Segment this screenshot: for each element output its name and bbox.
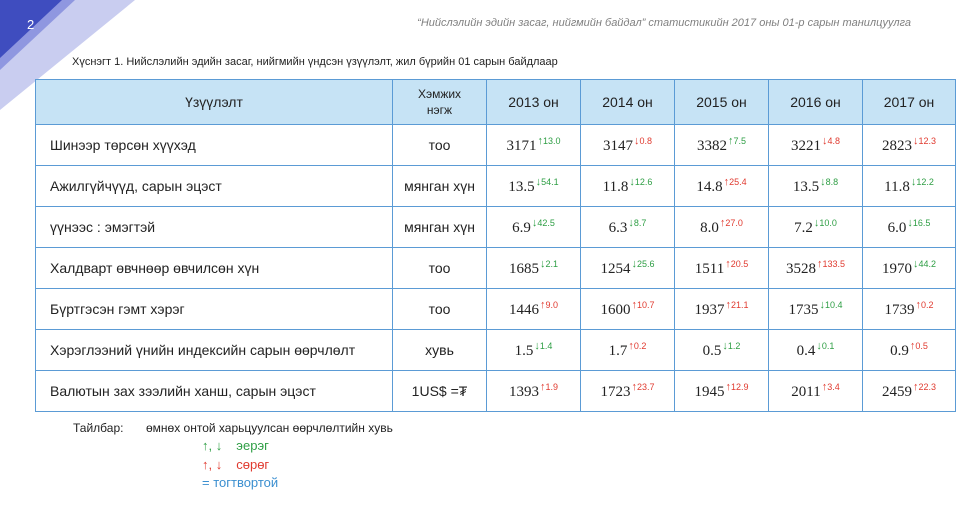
value-cell <box>769 248 863 289</box>
table-row <box>36 289 956 330</box>
header-indicator: Үзүүлэлт <box>36 80 393 125</box>
change-percent: 12.9 <box>730 382 749 392</box>
value-cell <box>487 207 581 248</box>
change-indicator <box>534 341 552 351</box>
change-indicator <box>819 300 842 310</box>
change-indicator <box>631 382 654 392</box>
row-indicator: Шинээр төрсөн хүүхэд <box>36 125 393 166</box>
change-percent: 20.5 <box>730 259 749 269</box>
cell-value: 11.8 <box>602 179 629 195</box>
change-percent: 133.5 <box>822 259 846 269</box>
value-cell <box>769 330 863 371</box>
arrow-up-icon: ↑ <box>539 381 546 393</box>
change-percent: 54.1 <box>541 177 559 187</box>
change-percent: 0.2 <box>633 341 647 351</box>
cell-value: 6.3 <box>608 220 628 236</box>
cell-value: 3382 <box>696 138 727 154</box>
value-cell <box>769 371 863 412</box>
legend-negative <box>202 457 269 472</box>
cell-value: 6.0 <box>887 220 907 236</box>
arrow-down-icon: ↓ <box>819 299 825 311</box>
change-indicator <box>628 341 646 351</box>
row-indicator: Валютын зах зээлийн ханш, сарын эцэст <box>36 371 393 412</box>
value-cell <box>863 248 956 289</box>
change-percent: 10.7 <box>636 300 655 310</box>
table-row <box>36 248 956 289</box>
change-percent: 4.8 <box>827 136 840 146</box>
arrow-down-icon: ↓ <box>539 258 546 270</box>
table-row <box>36 125 956 166</box>
change-indicator <box>532 218 555 228</box>
header-year-2013: 2013 он <box>487 80 581 125</box>
change-indicator <box>913 136 936 146</box>
cell-value: 8.0 <box>700 220 719 236</box>
legend-positive-label: эерэг <box>236 438 269 453</box>
arrow-up-icon: ↑ <box>725 299 731 311</box>
value-cell <box>863 166 956 207</box>
value-cell <box>487 289 581 330</box>
header-year-2015: 2015 он <box>675 80 769 125</box>
cell-value: 13.5 <box>508 179 535 195</box>
arrow-down-icon: ↓ <box>912 135 919 147</box>
header-year-2016: 2016 он <box>769 80 863 125</box>
arrow-up-icon: ↑ <box>725 258 731 270</box>
cell-value: 6.9 <box>512 220 531 236</box>
row-unit: 1US$ =₮ <box>393 371 487 412</box>
change-indicator <box>540 259 558 269</box>
row-indicator: үүнээс : эмэгтэй <box>36 207 393 248</box>
cell-value: 3221 <box>790 138 821 154</box>
change-indicator <box>720 218 743 228</box>
change-indicator <box>631 259 654 269</box>
value-cell <box>581 330 675 371</box>
cell-value: 1511 <box>694 261 725 277</box>
change-percent: 7.5 <box>733 136 746 146</box>
row-unit: мянган хүн <box>393 166 487 207</box>
legend-negative-label: сөрөг <box>236 457 270 472</box>
change-percent: 13.0 <box>542 136 561 146</box>
change-indicator <box>722 341 740 351</box>
arrow-down-icon: ↓ <box>531 217 538 229</box>
change-indicator <box>540 300 558 310</box>
row-unit: мянган хүн <box>393 207 487 248</box>
row-unit: тоо <box>393 248 487 289</box>
change-indicator <box>816 341 834 351</box>
cell-value: 1937 <box>694 302 725 318</box>
cell-value: 14.8 <box>696 179 723 195</box>
row-indicator: Ажилгүйчүүд, сарын эцэст <box>36 166 393 207</box>
row-unit: тоо <box>393 289 487 330</box>
change-indicator <box>725 300 748 310</box>
cell-value: 1254 <box>600 261 631 277</box>
cell-value: 2823 <box>881 138 912 154</box>
arrow-down-icon: ↓ <box>907 217 913 229</box>
value-cell <box>675 289 769 330</box>
arrow-up-icon: ↑ <box>628 340 634 352</box>
cell-value: 1970 <box>881 261 912 277</box>
cell-value: 2459 <box>881 384 912 400</box>
cell-value: 1600 <box>600 302 631 318</box>
value-cell <box>581 207 675 248</box>
change-percent: 1.2 <box>727 341 741 351</box>
value-cell <box>675 125 769 166</box>
value-cell <box>863 125 956 166</box>
change-indicator <box>910 341 928 351</box>
value-cell <box>675 207 769 248</box>
arrow-down-icon: ↓ <box>813 217 820 229</box>
arrow-down-icon: ↓ <box>820 176 826 188</box>
value-cell <box>581 248 675 289</box>
value-cell <box>487 330 581 371</box>
change-percent: 16.5 <box>912 218 931 228</box>
cell-value: 3528 <box>785 261 816 277</box>
cell-value: 13.5 <box>792 179 820 195</box>
arrow-up-icon: ↑ <box>719 217 726 229</box>
change-indicator <box>540 382 558 392</box>
change-indicator <box>822 136 840 146</box>
arrow-down-icon: ↓ <box>629 176 635 188</box>
arrow-down-icon: ↓ <box>631 258 637 270</box>
change-indicator <box>724 177 747 187</box>
legend-negative-arrows-icon: ↑, ↓ <box>202 457 223 472</box>
cell-value: 7.2 <box>794 220 813 236</box>
value-cell <box>675 330 769 371</box>
arrow-down-icon: ↓ <box>534 340 540 352</box>
value-cell <box>675 371 769 412</box>
change-indicator <box>911 177 934 187</box>
table-row <box>36 330 956 371</box>
header-unit-line2: нэгж <box>426 103 453 117</box>
change-percent: 42.5 <box>537 218 555 228</box>
cell-value: 0.5 <box>702 343 722 359</box>
change-percent: 25.4 <box>729 177 747 187</box>
cell-value: 2011 <box>791 384 821 400</box>
change-percent: 27.0 <box>725 218 743 228</box>
header-title: “Нийслэлийн эдийн засаг, нийгмийн байдал” статистикийн 2017 оны 01-р сарын танилцуулга <box>417 17 911 29</box>
arrow-up-icon: ↑ <box>727 135 734 147</box>
change-percent: 9.0 <box>545 300 558 310</box>
value-cell <box>487 248 581 289</box>
cell-value: 1685 <box>508 261 539 277</box>
change-indicator <box>817 259 845 269</box>
change-indicator <box>728 136 746 146</box>
table-caption: Хүснэгт 1. Нийслэлийн эдийн засаг, нийгмийн үндсэн үзүүлэлт, жил бүрийн 01 сарын байдлаар <box>72 56 558 68</box>
change-percent: 44.2 <box>918 259 937 269</box>
arrow-up-icon: ↑ <box>821 381 828 393</box>
value-cell <box>863 289 956 330</box>
change-indicator <box>537 136 560 146</box>
change-percent: 1.4 <box>539 341 553 351</box>
cell-value: 0.4 <box>796 343 816 359</box>
cell-value: 1735 <box>788 302 819 318</box>
legend-positive <box>202 438 269 453</box>
change-indicator <box>725 259 748 269</box>
value-cell <box>487 371 581 412</box>
value-cell <box>581 125 675 166</box>
change-percent: 1.9 <box>545 382 558 392</box>
arrow-up-icon: ↑ <box>539 299 546 311</box>
table-row <box>36 166 956 207</box>
cell-value: 1446 <box>508 302 539 318</box>
arrow-down-icon: ↓ <box>910 176 917 188</box>
legend-positive-arrows-icon: ↑, ↓ <box>202 438 223 453</box>
header-unit-line1: Хэмжих <box>417 87 462 101</box>
change-indicator <box>628 218 646 228</box>
value-cell <box>581 371 675 412</box>
value-cell <box>769 166 863 207</box>
arrow-up-icon: ↑ <box>915 299 921 311</box>
arrow-up-icon: ↑ <box>631 381 637 393</box>
change-indicator <box>631 300 654 310</box>
value-cell <box>769 125 863 166</box>
note-label: Тайлбар: <box>73 421 124 435</box>
arrow-down-icon: ↓ <box>722 340 728 352</box>
arrow-up-icon: ↑ <box>631 299 637 311</box>
value-cell <box>581 166 675 207</box>
change-percent: 3.4 <box>827 382 840 392</box>
cell-value: 3147 <box>602 138 633 154</box>
arrow-down-icon: ↓ <box>628 217 634 229</box>
table-row <box>36 371 956 412</box>
statistics-table <box>35 79 956 412</box>
change-percent: 0.8 <box>639 136 652 146</box>
note-text: өмнөх онтой харьцуулсан өөрчлөлтийн хувь <box>146 421 393 435</box>
change-indicator <box>634 136 652 146</box>
arrow-down-icon: ↓ <box>535 176 542 188</box>
arrow-up-icon: ↑ <box>909 340 916 352</box>
cell-value: 1739 <box>884 302 915 318</box>
change-percent: 8.8 <box>825 177 839 187</box>
row-unit: хувь <box>393 330 487 371</box>
row-indicator: Бүртгэсэн гэмт хэрэг <box>36 289 393 330</box>
header-unit <box>393 80 487 125</box>
header-year-2014: 2014 он <box>581 80 675 125</box>
arrow-down-icon: ↓ <box>821 135 828 147</box>
value-cell <box>487 166 581 207</box>
change-percent: 12.3 <box>918 136 937 146</box>
value-cell <box>581 289 675 330</box>
value-cell <box>863 207 956 248</box>
cell-value: 0.9 <box>890 343 909 359</box>
change-indicator <box>913 259 936 269</box>
arrow-down-icon: ↓ <box>912 258 919 270</box>
arrow-down-icon: ↓ <box>633 135 640 147</box>
change-percent: 22.3 <box>918 382 937 392</box>
row-unit: тоо <box>393 125 487 166</box>
change-indicator <box>814 218 837 228</box>
value-cell <box>863 330 956 371</box>
change-indicator <box>913 382 936 392</box>
value-cell <box>769 207 863 248</box>
arrow-up-icon: ↑ <box>723 176 730 188</box>
change-percent: 10.0 <box>819 218 837 228</box>
change-indicator <box>725 382 748 392</box>
table-row <box>36 207 956 248</box>
change-indicator <box>822 382 840 392</box>
change-percent: 21.1 <box>730 300 749 310</box>
change-indicator <box>536 177 559 187</box>
arrow-up-icon: ↑ <box>725 381 731 393</box>
cell-value: 1.7 <box>608 343 628 359</box>
change-indicator <box>915 300 933 310</box>
change-percent: 0.5 <box>915 341 928 351</box>
arrow-up-icon: ↑ <box>816 258 823 270</box>
change-percent: 12.6 <box>634 177 653 187</box>
arrow-up-icon: ↑ <box>912 381 919 393</box>
row-indicator: Хэрэглээний үнийн индексийн сарын өөрчлөлт <box>36 330 393 371</box>
header-year-2017: 2017 он <box>863 80 956 125</box>
change-percent: 0.2 <box>920 300 934 310</box>
legend-stable: = тогтвортой <box>202 475 279 490</box>
cell-value: 11.8 <box>884 179 910 195</box>
cell-value: 1945 <box>694 384 725 400</box>
change-percent: 12.2 <box>916 177 934 187</box>
page-number: 2 <box>27 17 35 32</box>
value-cell <box>487 125 581 166</box>
change-percent: 25.6 <box>636 259 655 269</box>
row-indicator: Халдварт өвчнөөр өвчилсөн хүн <box>36 248 393 289</box>
change-percent: 8.7 <box>633 218 647 228</box>
change-indicator <box>820 177 838 187</box>
value-cell <box>769 289 863 330</box>
cell-value: 3171 <box>506 138 537 154</box>
change-percent: 23.7 <box>636 382 655 392</box>
cell-value: 1393 <box>508 384 539 400</box>
cell-value: 1723 <box>600 384 631 400</box>
arrow-down-icon: ↓ <box>816 340 822 352</box>
value-cell <box>675 166 769 207</box>
change-percent: 2.1 <box>545 259 558 269</box>
table-header-row <box>36 80 956 125</box>
arrow-up-icon: ↑ <box>537 135 543 147</box>
change-percent: 10.4 <box>824 300 843 310</box>
value-cell <box>675 248 769 289</box>
change-indicator <box>907 218 930 228</box>
change-percent: 0.1 <box>821 341 835 351</box>
cell-value: 1.5 <box>514 343 534 359</box>
change-indicator <box>629 177 652 187</box>
value-cell <box>863 371 956 412</box>
